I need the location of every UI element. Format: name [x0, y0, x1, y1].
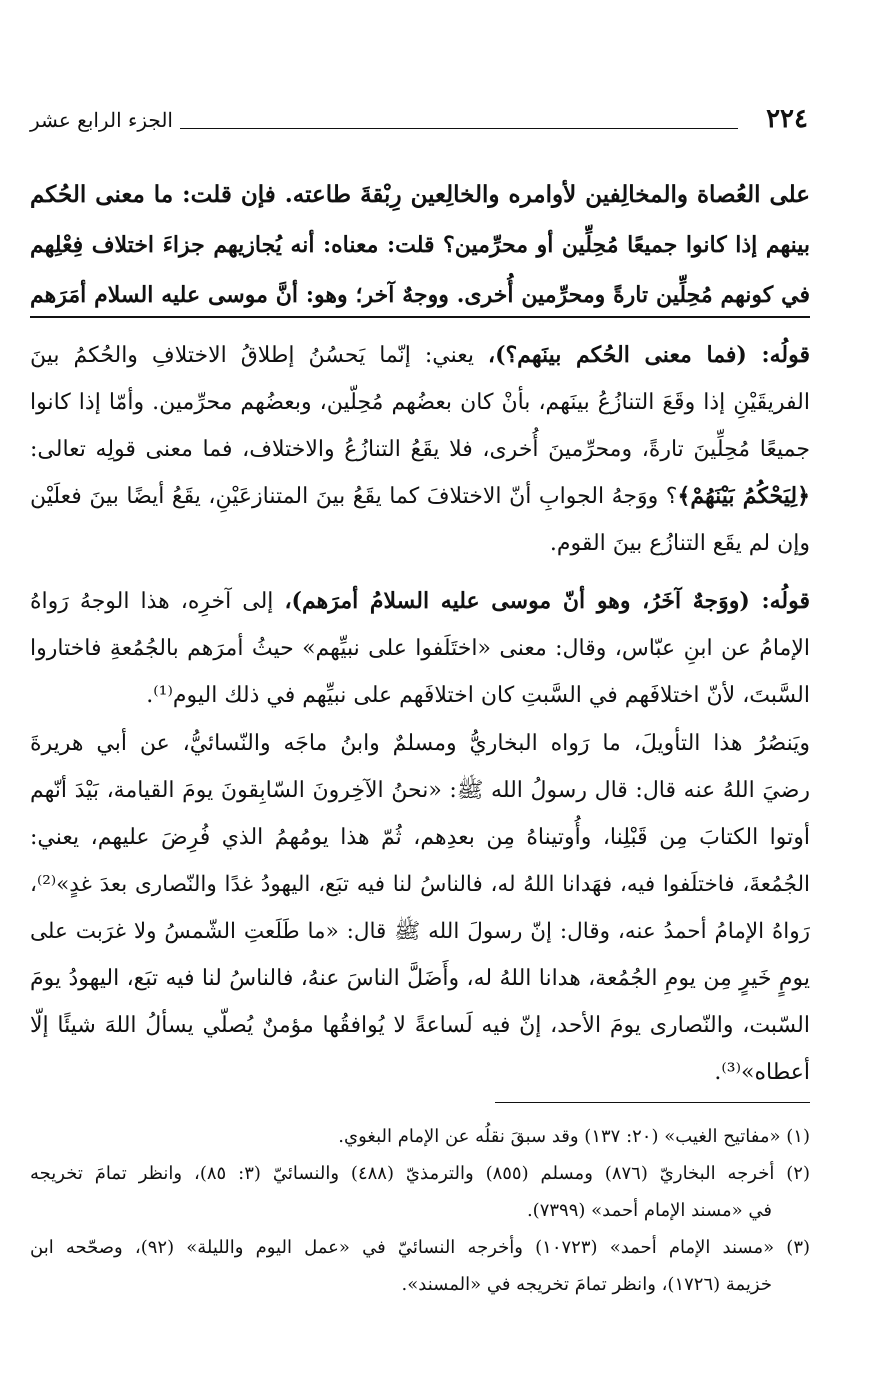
footnotes: [30, 1118, 810, 1303]
commentary-text: الإمامُ عن ابنِ عبّاس، وقال: معنى «اختَلَفوا على نبيِّهم» حيثُ أمرَهم بالجُمُعةِ فاختاروا: [30, 636, 810, 661]
commentary-text: ؟ ووَجهُ الجوابِ أنّ الاختلافَ كما يقَعُ بينَ المتنازعَيْنِ، يقَعُ أيضًا بينَ فعلَيْن: [30, 484, 678, 509]
commentary-line: [30, 426, 810, 473]
commentary-lemma: قولُه: (ووَجهٌ آخَرُ، وهو أنّ موسى عليه السلامُ أمرَهم)،: [284, 588, 810, 614]
commentary-line: [30, 379, 810, 426]
commentary-line: السّبت، والنّصارى يومَ الأحد، إنّ فيه لَساعةً لا يُوافقُها مؤمنٌ يُصلّي يسألُ اللهَ شيئًا إلّا: [30, 1013, 810, 1038]
footnote-line: (١) «مفاتيح الغيب» (٢٠: ١٣٧) وقد سبقَ نقلُه عن الإمام البغوي.: [338, 1126, 810, 1147]
commentary-text: جميعًا مُحِلِّينَ تارةً، ومحرِّمينَ أُخرى، فلا يقَعُ التنازُعُ والاختلاف، فما معنى قولِه تعالى:: [30, 437, 810, 462]
quran-quote: ﴿لِيَحْكُمُ بَيْنَهُمْ﴾: [677, 483, 810, 509]
running-head: الجزء الرابع عشر: [30, 108, 173, 132]
footnote-divider: [495, 1102, 810, 1103]
footnote-line: (٢) أخرجه البخاريّ (٨٧٦) ومسلم (٨٥٥) والترمذيّ (٤٨٨) والنسائيّ (٣: ٨٥)، وانظر تمامَ تخريجه: [30, 1163, 810, 1184]
commentary-lemma: قولُه: (فما معنى الحُكم بينَهم؟)،: [487, 342, 810, 368]
commentary-line: رضيَ اللهُ عنه قال: قال رسولُ الله ﷺ: «نحنُ الآخِرونَ السّابِقونَ يومَ القيامة، بَيْدَ أنّهم: [30, 778, 810, 803]
footnote-line: في «مسند الإمام أحمد» (٧٣٩٩).: [526, 1200, 772, 1221]
page-number: ٢٢٤: [766, 104, 808, 134]
header-rule: [180, 128, 738, 129]
matn-divider: [30, 316, 810, 318]
commentary-line: [30, 625, 810, 672]
commentary-text: وإن لم يقَع التنازُع بينَ القوم.: [549, 531, 810, 556]
commentary-line: أوتوا الكتابَ مِن قَبْلِنا، وأُوتيناهُ مِن بعدِهم، ثُمّ هذا يومُهمُ الذي فُرِضَ عليهم، يعني:: [30, 825, 810, 850]
commentary-paragraph-3: [30, 720, 810, 1096]
footnote-line: (٣) «مسند الإمام أحمد» (١٠٧٢٣) وأخرجه النسائيّ في «عمل اليوم والليلة» (٩٢)، وصحّحه ابن: [30, 1237, 810, 1258]
commentary-text: إلى آخرِه، هذا الوجهُ رَواهُ: [30, 589, 285, 614]
commentary-line: الجُمُعةَ، فاختلَفوا فيه، فهَدانا اللهُ له، فالناسُ لنا فيه تبَع، اليهودُ غدًا والنّصارى بعدَ غدٍ»⁽²⁾،: [30, 872, 810, 897]
commentary-line: [30, 578, 810, 625]
commentary-paragraph-2: [30, 578, 810, 719]
page-header: [30, 104, 808, 144]
commentary-line: أعطاه»⁽³⁾.: [714, 1060, 810, 1085]
matn-line: في كونهم مُحِلِّين تارةً ومحرِّمين أُخرى. ووجهٌ آخر؛ وهو: أنَّ موسى عليه السلام أمَرَهم: [30, 282, 810, 308]
commentary-line: يومٍ خَيرٍ مِن يومِ الجُمُعة، هدانا اللهُ له، وأَضَلَّ الناسَ عنهُ، فالناسُ لنا فيه تبَع، اليهودُ يومَ: [30, 966, 810, 991]
commentary-line: [30, 332, 810, 379]
commentary-paragraph-1: [30, 332, 810, 567]
commentary-line: [30, 520, 810, 567]
commentary-text: السَّبتَ، لأنّ اختلافَهم في السَّبتِ كان اختلافَهم على نبيِّهم في ذلك اليوم⁽¹⁾.: [146, 683, 810, 708]
commentary-line: رَواهُ الإمامُ أحمدُ عنه، وقال: إنّ رسولَ الله ﷺ قال: «ما طَلَعتِ الشّمسُ ولا غرَبت على: [30, 919, 810, 944]
commentary-text: يعني: إنّما يَحسُنُ إطلاقُ الاختلافِ والحُكمُ بينَ: [30, 343, 488, 368]
commentary-line: ويَنصُرُ هذا التأويلَ، ما رَواه البخاريُّ ومسلمٌ وابنُ ماجَه والنّسائيُّ، عن أبي هريرةَ: [30, 731, 810, 756]
commentary-line: [30, 473, 810, 520]
matn-line: على العُصاة والمخالِفين لأوامره والخالِعين رِبْقةَ طاعته. فإن قلت: ما معنى الحُكم: [30, 181, 810, 208]
footnote-line: خزيمة (١٧٢٦)، وانظر تمامَ تخريجه في «المسند».: [401, 1274, 772, 1295]
commentary-line: [30, 672, 810, 719]
matn-text: [30, 170, 810, 320]
matn-line: بينهم إذا كانوا جميعًا مُحِلِّين أو محرِّمين؟ قلت: معناه: أنه يُجازيهم جزاءَ اختلاف فِعْلِهم: [30, 232, 810, 258]
commentary-text: الفريقَيْنِ إذا وقَعَ التنازُعُ بينَهم، بأنْ كان بعضُهم مُحِلّين، وبعضُهم محرِّمين. وأمّا إذا كانوا: [30, 390, 810, 415]
